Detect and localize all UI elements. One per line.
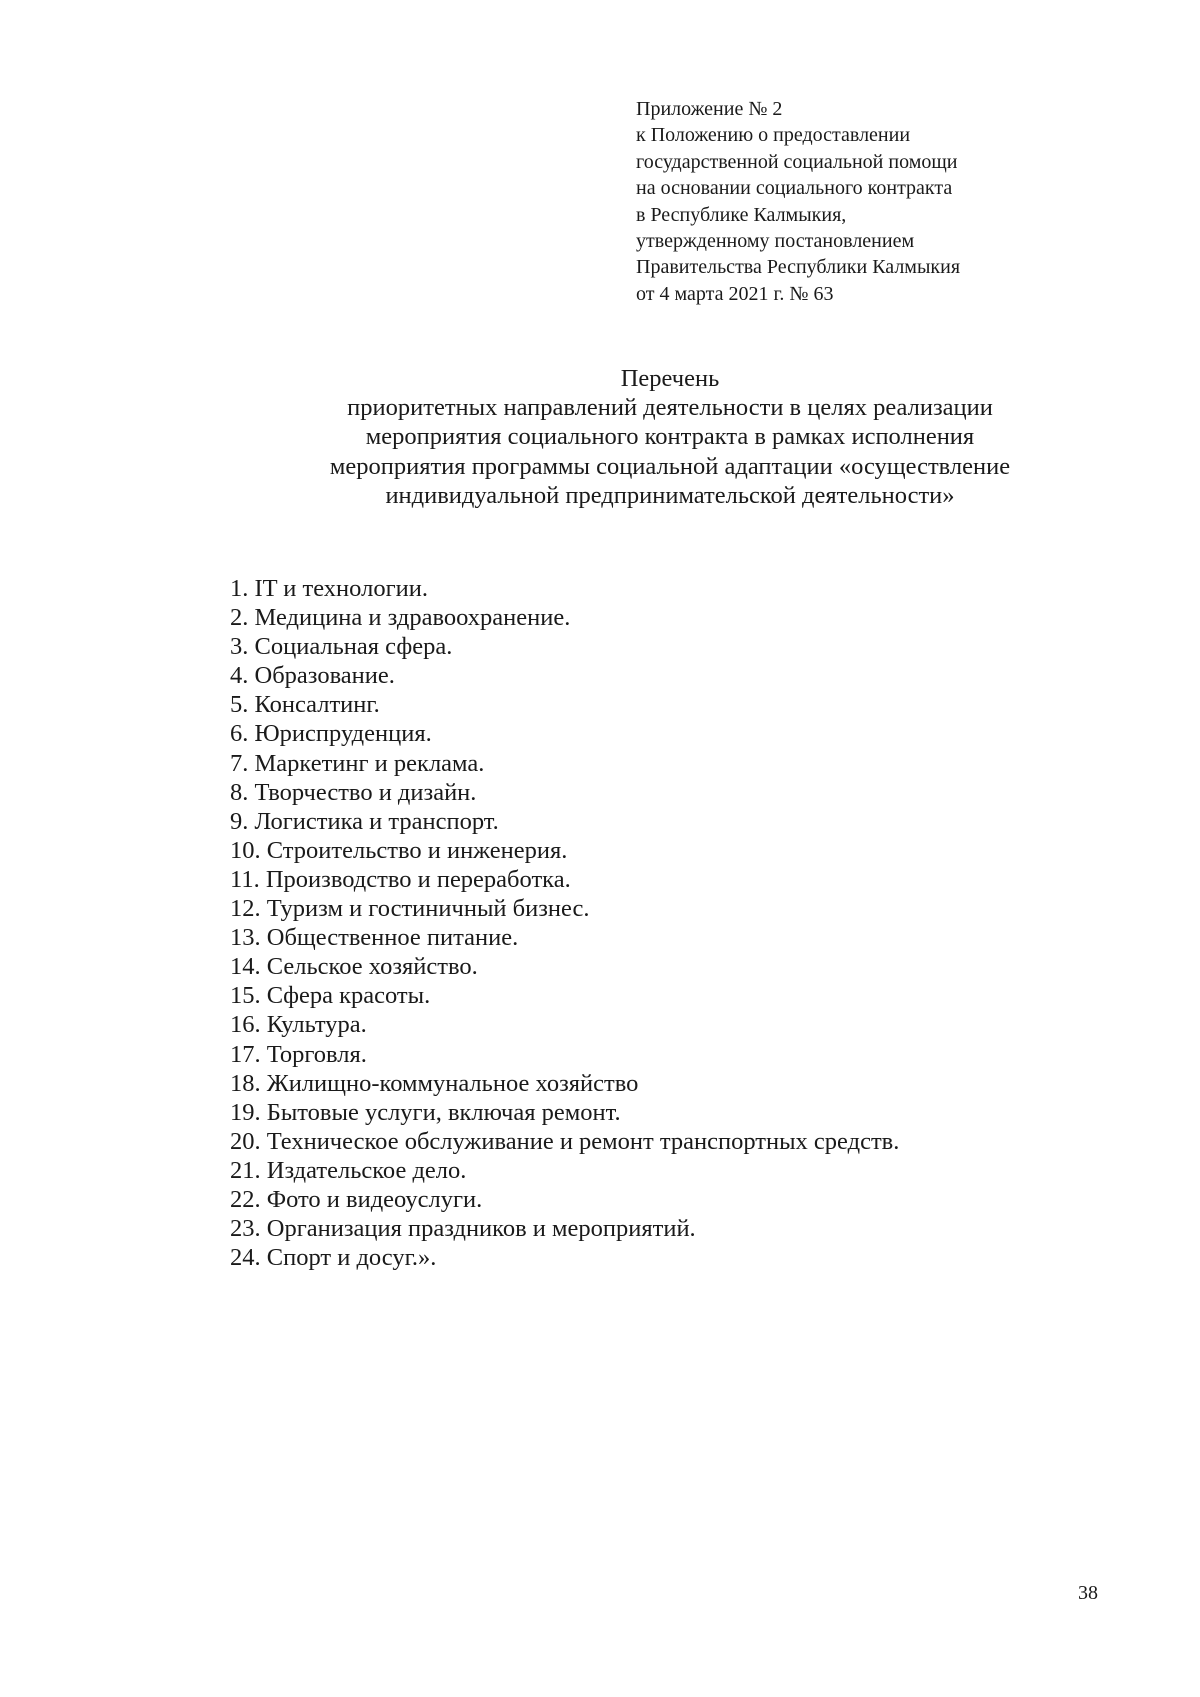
directions-list (230, 574, 1030, 1272)
list-item: 2. Медицина и здравоохранение. (230, 604, 571, 632)
document-title (270, 364, 1070, 510)
list-item: 21. Издательское дело. (230, 1156, 467, 1184)
list-item: 23. Организация праздников и мероприятий. (230, 1215, 696, 1243)
list-item: 1. IT и технологии. (230, 575, 428, 602)
appendix-line: к Положению о предоставлении (636, 124, 911, 147)
list-item: 24. Спорт и досуг.». (230, 1244, 437, 1272)
appendix-line: в Республике Калмыкия, (636, 203, 847, 226)
list-item: 17. Торговля. (230, 1040, 367, 1068)
list-item: 14. Сельское хозяйство. (230, 953, 478, 981)
list-item: 19. Бытовые услуги, включая ремонт. (230, 1098, 621, 1126)
appendix-line: Приложение № 2 (636, 98, 783, 120)
list-item: 22. Фото и видеоуслуги. (230, 1185, 483, 1213)
list-item: 18. Жилищно-коммунальное хозяйство (230, 1069, 639, 1097)
list-item: 7. Маркетинг и реклама. (230, 749, 485, 777)
list-item: 20. Техническое обслуживание и ремонт транспортных средств. (230, 1127, 900, 1155)
list-item: 13. Общественное питание. (230, 924, 519, 952)
list-item: 9. Логистика и транспорт. (230, 807, 499, 835)
appendix-line: на основании социального контракта (636, 177, 953, 200)
page-number: 38 (1078, 1582, 1098, 1604)
list-item: 8. Творчество и дизайн. (230, 778, 477, 806)
title-line: мероприятия социального контракта в рамках исполнения (365, 423, 975, 451)
appendix-line: от 4 марта 2021 г. № 63 (636, 282, 834, 305)
list-item: 16. Культура. (230, 1011, 367, 1039)
list-item: 3. Социальная сфера. (230, 633, 453, 661)
list-item: 6. Юриспруденция. (230, 720, 432, 748)
title-line: индивидуальной предпринимательской деятельности» (385, 481, 955, 509)
title-line: приоритетных направлений деятельности в целях реализации (347, 394, 993, 422)
list-item: 11. Производство и переработка. (230, 865, 571, 893)
title-heading: Перечень (620, 365, 720, 392)
list-item: 12. Туризм и гостиничный бизнес. (230, 895, 590, 923)
appendix-line: государственной социальной помощи (636, 150, 958, 173)
list-item: 15. Сфера красоты. (230, 982, 431, 1010)
appendix-header (636, 96, 1056, 307)
title-line: мероприятия программы социальной адаптации «осуществление (329, 452, 1011, 480)
list-item: 4. Образование. (230, 662, 395, 690)
list-item: 5. Консалтинг. (230, 691, 380, 719)
list-item: 10. Строительство и инженерия. (230, 836, 568, 864)
appendix-line: Правительства Республики Калмыкия (636, 256, 961, 279)
appendix-line: утвержденному постановлением (636, 230, 915, 253)
